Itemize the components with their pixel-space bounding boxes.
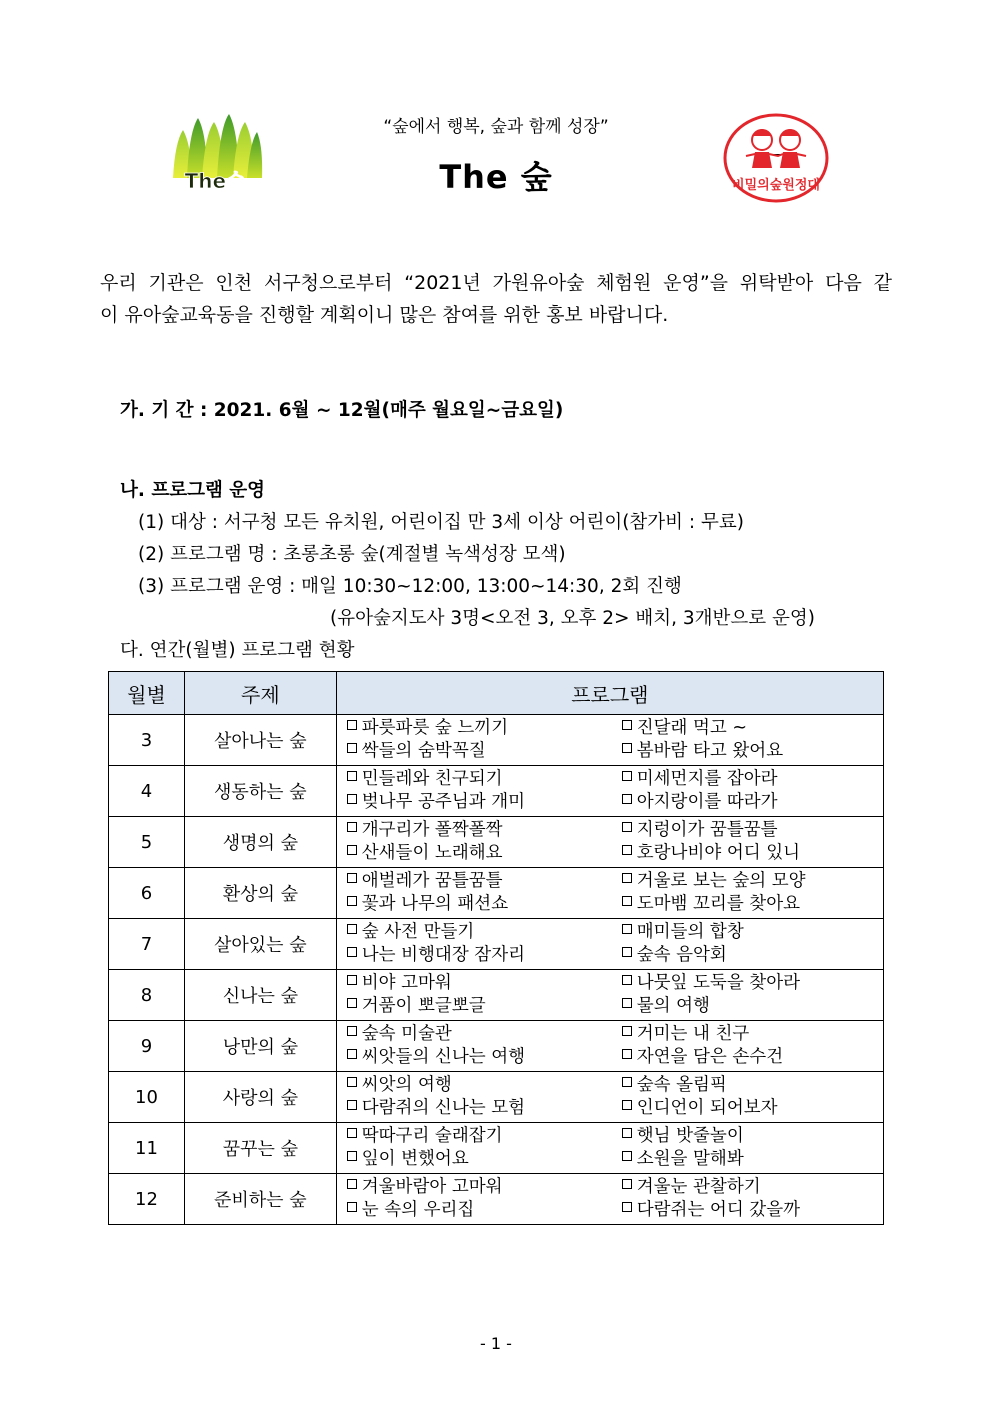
program-cell (336, 817, 883, 868)
theme-cell: 꿈꾸는 숲 (184, 1123, 336, 1174)
program-cell (336, 1123, 883, 1174)
intro-paragraph-line1: 우리 기관은 인천 서구청으로부터 “2021년 가원유아숲 체험원 운영”을 위탁받아 다음 같 (100, 272, 892, 294)
checkbox-square-icon (622, 873, 632, 883)
program-cell (336, 1174, 883, 1225)
program-entry (622, 1023, 750, 1045)
theme-cell: 생명의 숲 (184, 817, 336, 868)
checkbox-square-icon (622, 1077, 632, 1087)
program-entry (622, 995, 710, 1017)
checkbox-square-icon (347, 975, 357, 985)
checkbox-square-icon (347, 743, 357, 753)
checkbox-square-icon (622, 1026, 632, 1036)
checkbox-square-icon (347, 1049, 357, 1059)
checkbox-square-icon (622, 1202, 632, 1212)
checkbox-square-icon (347, 1202, 357, 1212)
intro-paragraph-line2: 이 유아숲교육동을 진행할 계획이니 많은 참여를 위한 홍보 바랍니다. (100, 304, 669, 326)
program-entry-label: 눈 속의 우리집 (361, 1200, 475, 1220)
checkbox-square-icon (347, 998, 357, 1008)
program-entry-label: 비야 고마워 (361, 973, 452, 993)
logo-left-text: The숲 (184, 169, 246, 193)
checkbox-square-icon (622, 998, 632, 1008)
checkbox-square-icon (622, 845, 632, 855)
table-row (109, 1123, 884, 1174)
theme-cell: 살아있는 숲 (184, 919, 336, 970)
table-row (109, 817, 884, 868)
checkbox-square-icon (622, 822, 632, 832)
program-cell (336, 919, 883, 970)
program-entry (347, 791, 525, 813)
month-cell: 8 (109, 970, 185, 1021)
checkbox-square-icon (347, 873, 357, 883)
program-entry (622, 870, 806, 892)
checkbox-square-icon (347, 947, 357, 957)
theme-cell: 사랑의 숲 (184, 1072, 336, 1123)
checkbox-square-icon (622, 1151, 632, 1161)
checkbox-square-icon (347, 1100, 357, 1110)
program-entry-label: 햇님 밧줄놀이 (636, 1126, 744, 1146)
program-entry-label: 나는 비행대장 잠자리 (361, 945, 526, 965)
program-entry-label: 겨울바람아 고마워 (361, 1177, 503, 1197)
program-entry-label: 씨앗의 여행 (361, 1075, 452, 1095)
program-entry-label: 자연을 담은 손수건 (636, 1047, 784, 1067)
program-entry (622, 972, 800, 994)
program-entry-label: 숲속 음악회 (636, 945, 727, 965)
checkbox-square-icon (622, 1049, 632, 1059)
program-entry (622, 1176, 761, 1198)
program-cell (336, 970, 883, 1021)
program-entry-label: 개구리가 폴짝폴짝 (361, 820, 503, 840)
annual-program-table (108, 671, 884, 1225)
month-cell: 10 (109, 1072, 185, 1123)
program-item-operation-note: (유아숲지도사 3명<오전 3, 오후 2> 배치, 3개반으로 운영) (330, 608, 815, 629)
theme-cell: 낭만의 숲 (184, 1021, 336, 1072)
checkbox-square-icon (347, 1151, 357, 1161)
program-entry-label: 싹들의 숨박꼭질 (361, 741, 486, 761)
checkbox-square-icon (347, 896, 357, 906)
checkbox-square-icon (622, 720, 632, 730)
checkbox-square-icon (347, 794, 357, 804)
table-row (109, 1072, 884, 1123)
checkbox-square-icon (347, 1128, 357, 1138)
program-entry (622, 1074, 727, 1096)
program-entry (347, 842, 503, 864)
program-entry (622, 1046, 783, 1068)
table-row (109, 715, 884, 766)
program-entry-label: 벚나무 공주님과 개미 (361, 792, 526, 812)
program-entry (347, 893, 508, 915)
program-entry (347, 944, 525, 966)
program-entry-label: 봄바람 타고 왔어요 (636, 741, 784, 761)
program-entry-label: 애벌레가 꿈틀꿈틀 (361, 871, 503, 891)
program-entry (622, 1199, 800, 1221)
checkbox-square-icon (347, 720, 357, 730)
checkbox-square-icon (622, 1100, 632, 1110)
theme-cell: 환상의 숲 (184, 868, 336, 919)
checkbox-square-icon (347, 924, 357, 934)
program-entry (347, 717, 508, 739)
program-entry (622, 893, 800, 915)
program-item-name: (2) 프로그램 명 : 초롱초롱 숲(계절별 녹색성장 모색) (138, 544, 566, 565)
program-entry-label: 미세먼지를 잡아라 (636, 769, 778, 789)
month-cell: 12 (109, 1174, 185, 1225)
column-header-program: 프로그램 (336, 672, 883, 715)
column-header-theme: 주제 (184, 672, 336, 715)
program-entry (347, 1125, 503, 1147)
month-cell: 3 (109, 715, 185, 766)
month-cell: 11 (109, 1123, 185, 1174)
month-cell: 5 (109, 817, 185, 868)
theme-cell: 살아나는 숲 (184, 715, 336, 766)
program-heading: 나. 프로그램 운영 (120, 480, 266, 501)
month-cell: 4 (109, 766, 185, 817)
program-item-target: (1) 대상 : 서구청 모든 유치원, 어린이집 만 3세 이상 어린이(참가비 : 무료) (138, 512, 744, 533)
table-row (109, 970, 884, 1021)
program-entry-label: 꽃과 나무의 패션쇼 (361, 894, 509, 914)
theme-cell: 준비하는 숲 (184, 1174, 336, 1225)
program-entry-label: 거미는 내 친구 (636, 1024, 750, 1044)
program-entry-label: 파릇파릇 숲 느끼기 (361, 718, 509, 738)
table-row (109, 766, 884, 817)
program-entry-label: 인디언이 되어보자 (636, 1098, 778, 1118)
checkbox-square-icon (622, 771, 632, 781)
program-entry-label: 숲속 미술관 (361, 1024, 452, 1044)
program-entry (622, 717, 747, 739)
program-entry-label: 거품이 뽀글뽀글 (361, 996, 486, 1016)
program-entry-label: 도마뱀 꼬리를 찾아요 (636, 894, 801, 914)
program-cell (336, 766, 883, 817)
program-entry (622, 1097, 778, 1119)
program-entry (622, 768, 778, 790)
checkbox-square-icon (622, 896, 632, 906)
program-entry (622, 791, 778, 813)
program-entry-label: 겨울눈 관찰하기 (636, 1177, 761, 1197)
slogan: “숲에서 행복, 숲과 함께 성장” (383, 117, 609, 137)
program-entry-label: 거울로 보는 숲의 모양 (636, 871, 806, 891)
program-entry (347, 870, 503, 892)
program-item-operation: (3) 프로그램 운영 : 매일 10:30~12:00, 13:00~14:30, 2회 진행 (138, 576, 682, 597)
annual-program-heading: 다. 연간(월별) 프로그램 현황 (120, 640, 355, 661)
program-entry (347, 1148, 469, 1170)
checkbox-square-icon (622, 1179, 632, 1189)
program-entry-label: 잎이 변했어요 (361, 1149, 469, 1169)
program-entry (622, 1125, 744, 1147)
checkbox-square-icon (347, 822, 357, 832)
program-entry-label: 숲 사전 만들기 (361, 922, 475, 942)
checkbox-square-icon (347, 771, 357, 781)
program-entry-label: 민들레와 친구되기 (361, 769, 503, 789)
program-entry-label: 아지랑이를 따라가 (636, 792, 778, 812)
program-entry-label: 나뭇잎 도둑을 찾아라 (636, 973, 801, 993)
program-cell (336, 1072, 883, 1123)
program-entry (347, 1023, 452, 1045)
program-entry (347, 740, 486, 762)
checkbox-square-icon (622, 794, 632, 804)
program-cell (336, 715, 883, 766)
program-entry (622, 921, 744, 943)
month-cell: 7 (109, 919, 185, 970)
program-entry-label: 딱따구리 술래잡기 (361, 1126, 503, 1146)
program-entry (622, 944, 727, 966)
month-cell: 9 (109, 1021, 185, 1072)
checkbox-square-icon (622, 924, 632, 934)
table-row (109, 868, 884, 919)
table-header-row (109, 672, 884, 715)
program-entry-label: 숲속 올림픽 (636, 1075, 727, 1095)
program-cell (336, 1021, 883, 1072)
checkbox-square-icon (622, 975, 632, 985)
checkbox-square-icon (347, 1077, 357, 1087)
table-row (109, 1174, 884, 1225)
table-row (109, 919, 884, 970)
theme-cell: 생동하는 숲 (184, 766, 336, 817)
program-entry (622, 740, 783, 762)
program-entry (347, 1176, 503, 1198)
column-header-month: 월별 (109, 672, 185, 715)
page-title: The 숲 (439, 158, 553, 196)
program-entry (347, 1199, 475, 1221)
program-entry (622, 1148, 744, 1170)
program-entry (347, 921, 475, 943)
program-entry-label: 물의 여행 (636, 996, 710, 1016)
month-cell: 6 (109, 868, 185, 919)
checkbox-square-icon (347, 1179, 357, 1189)
program-entry (622, 819, 778, 841)
stamp-text: 비밀의숲원정대 (732, 178, 820, 193)
program-entry-label: 지렁이가 꿈틀꿈틀 (636, 820, 778, 840)
theme-cell: 신나는 숲 (184, 970, 336, 1021)
program-entry-label: 소원을 말해봐 (636, 1149, 744, 1169)
secret-forest-expedition-stamp (722, 112, 830, 204)
program-entry (622, 842, 800, 864)
program-entry-label: 진달래 먹고 ~ (636, 718, 748, 738)
program-entry-label: 매미들의 합창 (636, 922, 744, 942)
program-entry (347, 1097, 525, 1119)
program-entry-label: 다람쥐의 신나는 모험 (361, 1098, 526, 1118)
program-entry-label: 씨앗들의 신나는 여행 (361, 1047, 526, 1067)
program-entry (347, 1074, 452, 1096)
checkbox-square-icon (622, 1128, 632, 1138)
checkbox-square-icon (622, 947, 632, 957)
program-entry (347, 995, 486, 1017)
program-cell (336, 868, 883, 919)
program-entry (347, 819, 503, 841)
checkbox-square-icon (622, 743, 632, 753)
program-entry (347, 1046, 525, 1068)
program-entry-label: 다람쥐는 어디 갔을까 (636, 1200, 801, 1220)
program-entry-label: 산새들이 노래해요 (361, 843, 503, 863)
period-heading: 가. 기 간 : 2021. 6월 ~ 12월(매주 월요일~금요일) (120, 400, 564, 421)
checkbox-square-icon (347, 845, 357, 855)
program-entry (347, 972, 452, 994)
page-number: - 1 - (480, 1334, 512, 1353)
program-entry (347, 768, 503, 790)
program-entry-label: 호랑나비야 어디 있니 (636, 843, 801, 863)
table-row (109, 1021, 884, 1072)
checkbox-square-icon (347, 1026, 357, 1036)
